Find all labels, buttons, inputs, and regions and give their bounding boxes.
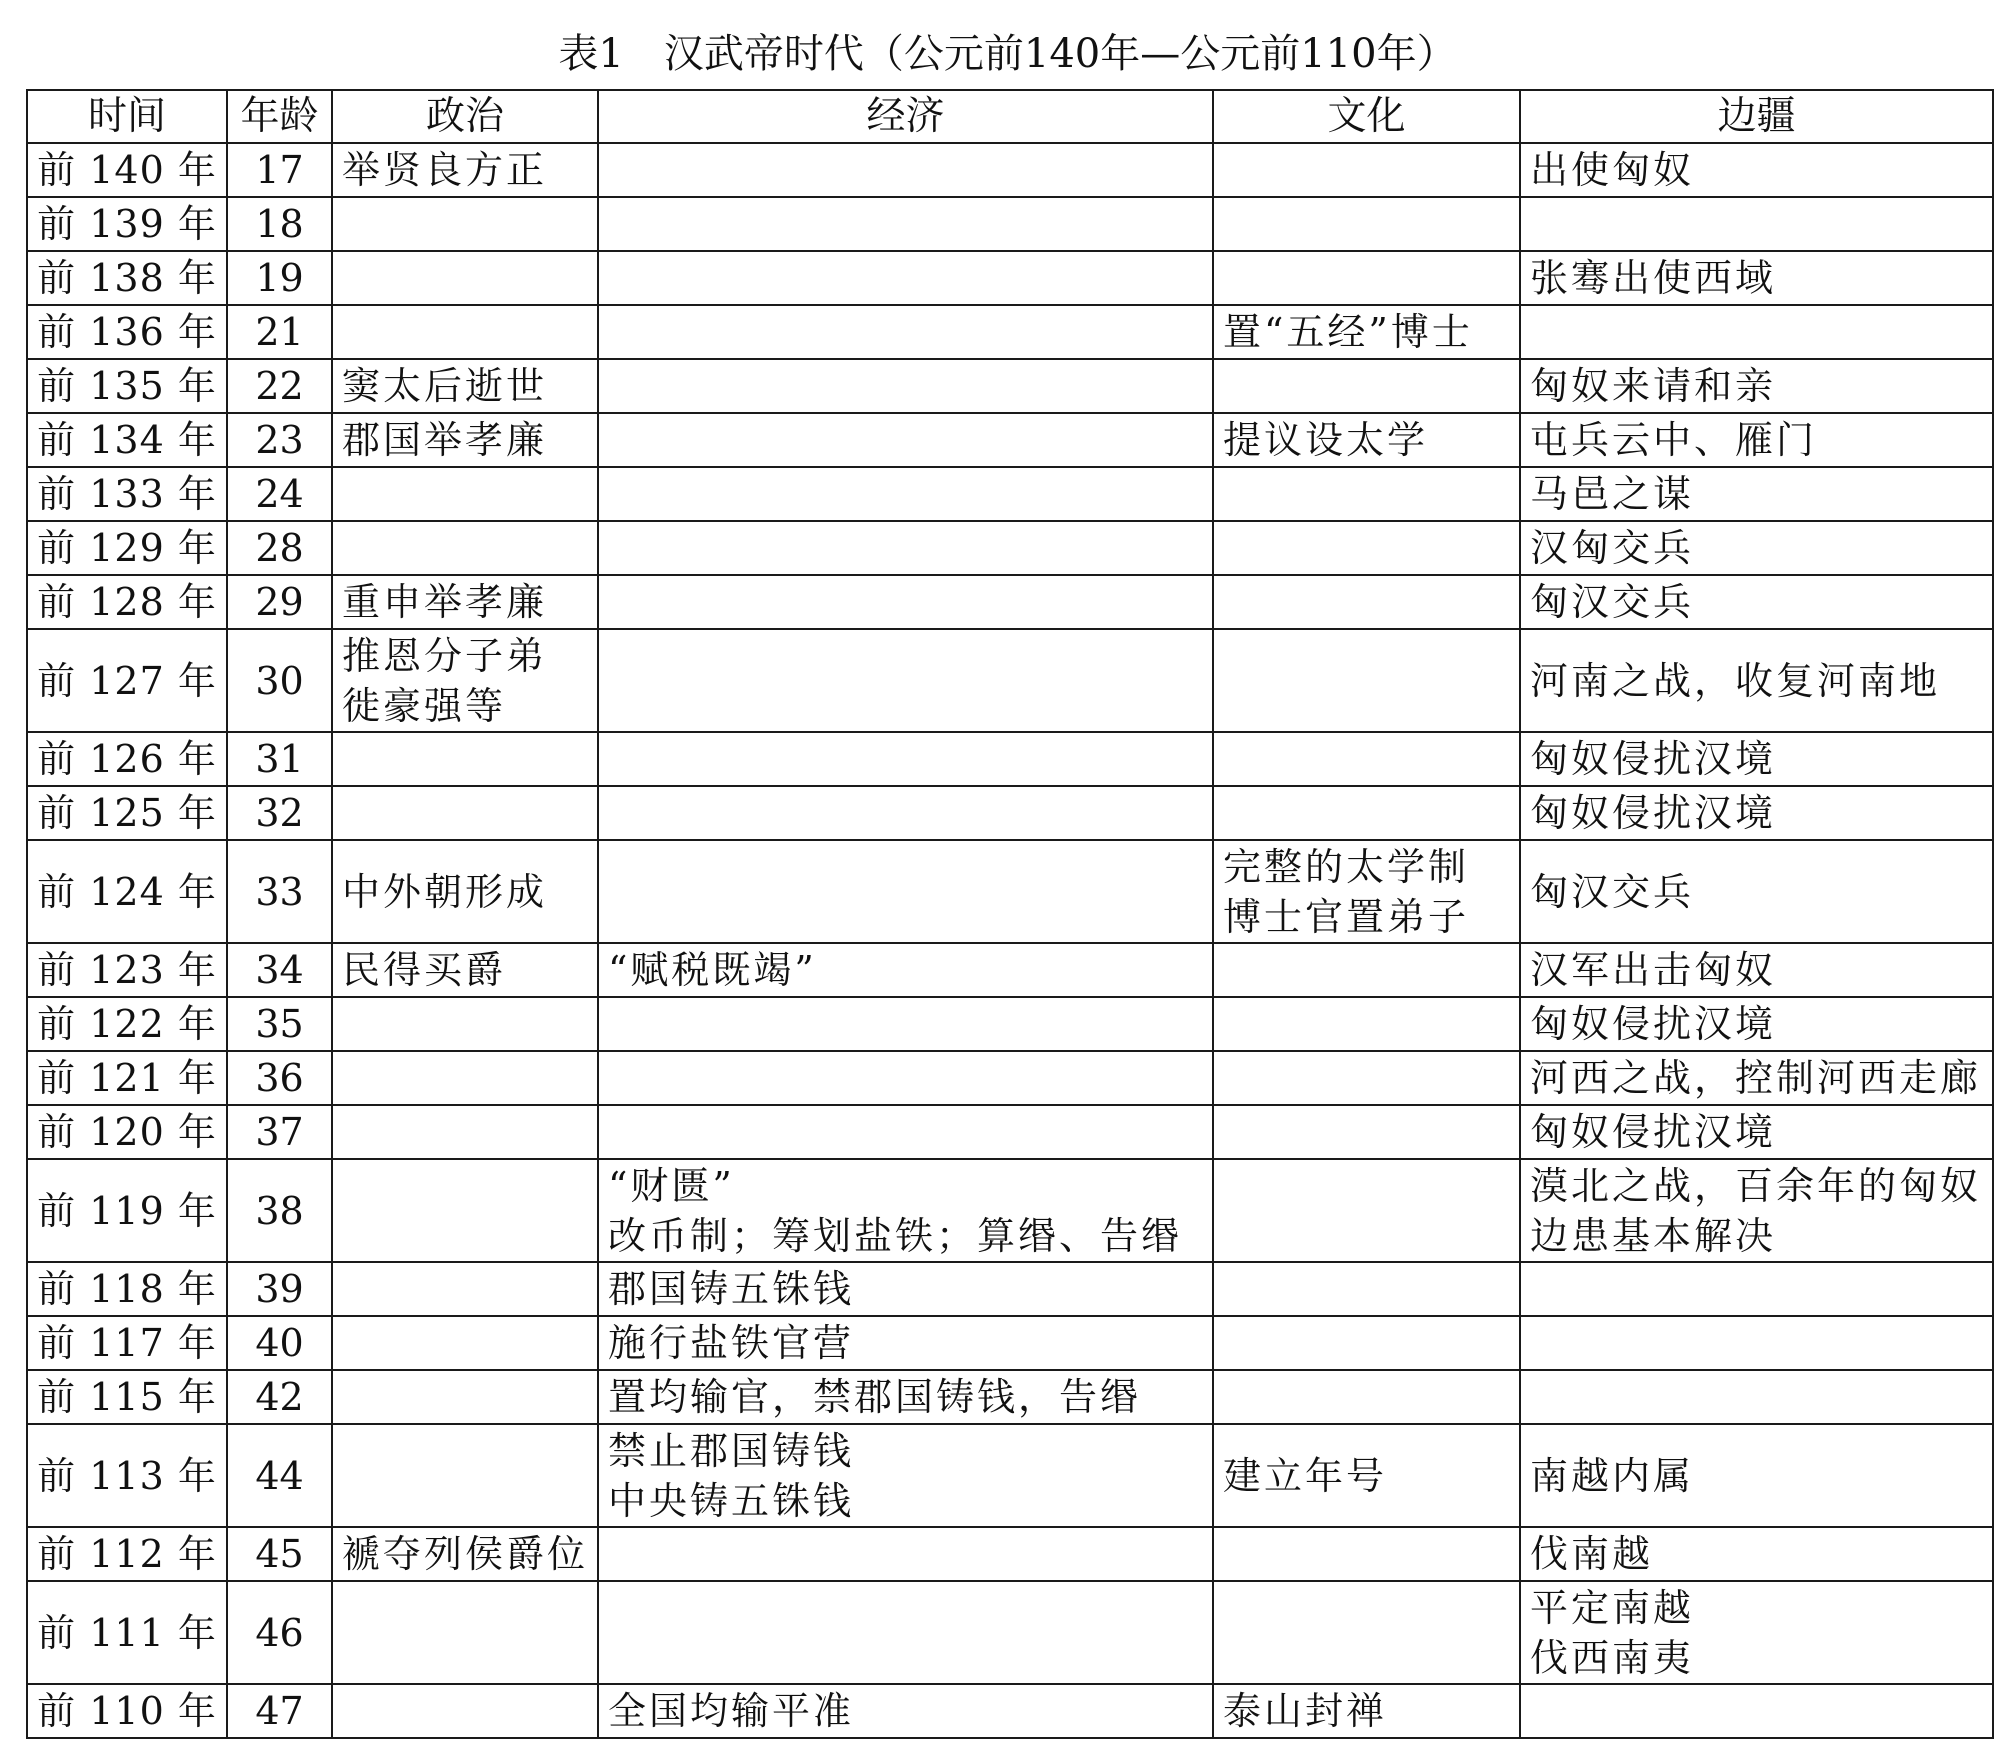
cell-politics — [332, 997, 598, 1051]
cell-time: 前 134 年 — [27, 413, 227, 467]
cell-culture — [1213, 1051, 1520, 1105]
cell-frontier — [1520, 1316, 1993, 1370]
cell-age: 32 — [227, 786, 332, 840]
cell-time: 前 127 年 — [27, 629, 227, 732]
cell-culture — [1213, 732, 1520, 786]
cell-time: 前 139 年 — [27, 197, 227, 251]
cell-economy: “赋税既竭” — [598, 943, 1213, 997]
header-row — [27, 90, 1993, 143]
cell-frontier: 匈奴侵扰汉境 — [1520, 732, 1993, 786]
cell-frontier: 汉军出击匈奴 — [1520, 943, 1993, 997]
cell-economy — [598, 786, 1213, 840]
table-row — [27, 305, 1993, 359]
cell-time: 前 123 年 — [27, 943, 227, 997]
cell-politics — [332, 786, 598, 840]
cell-politics — [332, 1051, 598, 1105]
cell-culture — [1213, 575, 1520, 629]
cell-culture — [1213, 197, 1520, 251]
table-row — [27, 1262, 1993, 1316]
cell-age: 17 — [227, 143, 332, 197]
cell-economy — [598, 997, 1213, 1051]
cell-frontier: 漠北之战，百余年的匈奴 边患基本解决 — [1520, 1159, 1993, 1262]
table-row — [27, 1316, 1993, 1370]
cell-frontier — [1520, 305, 1993, 359]
cell-politics — [332, 1370, 598, 1424]
cell-age: 34 — [227, 943, 332, 997]
table-row — [27, 1684, 1993, 1738]
cell-frontier: 汉匈交兵 — [1520, 521, 1993, 575]
header-age: 年龄 — [227, 90, 332, 143]
cell-age: 46 — [227, 1581, 332, 1684]
cell-age: 35 — [227, 997, 332, 1051]
cell-time: 前 138 年 — [27, 251, 227, 305]
cell-economy — [598, 840, 1213, 943]
cell-culture — [1213, 943, 1520, 997]
header-time: 时间 — [27, 90, 227, 143]
cell-economy — [598, 1581, 1213, 1684]
cell-economy — [598, 1051, 1213, 1105]
cell-time: 前 118 年 — [27, 1262, 227, 1316]
cell-time: 前 120 年 — [27, 1105, 227, 1159]
cell-economy: 施行盐铁官营 — [598, 1316, 1213, 1370]
cell-culture: 置“五经”博士 — [1213, 305, 1520, 359]
cell-politics — [332, 1424, 598, 1527]
cell-economy — [598, 732, 1213, 786]
cell-age: 23 — [227, 413, 332, 467]
cell-age: 28 — [227, 521, 332, 575]
cell-culture — [1213, 1581, 1520, 1684]
cell-age: 22 — [227, 359, 332, 413]
cell-culture: 泰山封禅 — [1213, 1684, 1520, 1738]
cell-time: 前 113 年 — [27, 1424, 227, 1527]
cell-frontier: 匈奴侵扰汉境 — [1520, 997, 1993, 1051]
cell-frontier — [1520, 197, 1993, 251]
table-row — [27, 1105, 1993, 1159]
table-row — [27, 997, 1993, 1051]
chronology-table — [26, 89, 1994, 1739]
cell-culture: 建立年号 — [1213, 1424, 1520, 1527]
table-row — [27, 943, 1993, 997]
cell-politics — [332, 197, 598, 251]
cell-age: 45 — [227, 1527, 332, 1581]
cell-frontier: 匈汉交兵 — [1520, 840, 1993, 943]
cell-frontier: 南越内属 — [1520, 1424, 1993, 1527]
cell-age: 21 — [227, 305, 332, 359]
header-politics: 政治 — [332, 90, 598, 143]
table-caption: 表1 汉武帝时代（公元前140年—公元前110年） — [558, 31, 1457, 77]
cell-frontier: 匈汉交兵 — [1520, 575, 1993, 629]
cell-age: 33 — [227, 840, 332, 943]
cell-time: 前 119 年 — [27, 1159, 227, 1262]
cell-culture: 完整的太学制 博士官置弟子 — [1213, 840, 1520, 943]
cell-economy — [598, 575, 1213, 629]
cell-frontier — [1520, 1684, 1993, 1738]
cell-politics: 民得买爵 — [332, 943, 598, 997]
cell-frontier: 匈奴侵扰汉境 — [1520, 1105, 1993, 1159]
cell-time: 前 124 年 — [27, 840, 227, 943]
cell-culture — [1213, 1105, 1520, 1159]
cell-age: 18 — [227, 197, 332, 251]
cell-age: 40 — [227, 1316, 332, 1370]
cell-age: 19 — [227, 251, 332, 305]
cell-age: 24 — [227, 467, 332, 521]
table-row — [27, 1424, 1993, 1527]
table-row — [27, 840, 1993, 943]
cell-frontier: 伐南越 — [1520, 1527, 1993, 1581]
cell-age: 31 — [227, 732, 332, 786]
cell-frontier: 匈奴来请和亲 — [1520, 359, 1993, 413]
cell-time: 前 135 年 — [27, 359, 227, 413]
header-culture: 文化 — [1213, 90, 1520, 143]
cell-culture — [1213, 521, 1520, 575]
cell-frontier: 河西之战，控制河西走廊 — [1520, 1051, 1993, 1105]
cell-culture — [1213, 1316, 1520, 1370]
cell-politics — [332, 1262, 598, 1316]
cell-culture — [1213, 629, 1520, 732]
cell-economy — [598, 251, 1213, 305]
cell-frontier: 马邑之谋 — [1520, 467, 1993, 521]
cell-time: 前 122 年 — [27, 997, 227, 1051]
cell-culture — [1213, 359, 1520, 413]
cell-frontier: 出使匈奴 — [1520, 143, 1993, 197]
cell-politics: 褫夺列侯爵位 — [332, 1527, 598, 1581]
cell-age: 42 — [227, 1370, 332, 1424]
cell-age: 44 — [227, 1424, 332, 1527]
cell-time: 前 115 年 — [27, 1370, 227, 1424]
cell-politics: 推恩分子弟 徙豪强等 — [332, 629, 598, 732]
table-row — [27, 143, 1993, 197]
table-row — [27, 1159, 1993, 1262]
table-body — [27, 143, 1993, 1738]
cell-culture — [1213, 1262, 1520, 1316]
cell-age: 39 — [227, 1262, 332, 1316]
cell-politics — [332, 1581, 598, 1684]
cell-culture — [1213, 467, 1520, 521]
cell-politics — [332, 732, 598, 786]
cell-politics: 中外朝形成 — [332, 840, 598, 943]
cell-time: 前 128 年 — [27, 575, 227, 629]
table-row — [27, 197, 1993, 251]
header-economy: 经济 — [598, 90, 1213, 143]
cell-economy: “财匮” 改币制；筹划盐铁；算缗、告缗 — [598, 1159, 1213, 1262]
cell-economy — [598, 197, 1213, 251]
cell-time: 前 110 年 — [27, 1684, 227, 1738]
cell-time: 前 125 年 — [27, 786, 227, 840]
cell-politics — [332, 251, 598, 305]
cell-politics — [332, 305, 598, 359]
cell-frontier: 屯兵云中、雁门 — [1520, 413, 1993, 467]
cell-frontier — [1520, 1370, 1993, 1424]
header-frontier: 边疆 — [1520, 90, 1993, 143]
cell-culture — [1213, 1370, 1520, 1424]
cell-economy — [598, 1105, 1213, 1159]
cell-culture — [1213, 143, 1520, 197]
cell-age: 37 — [227, 1105, 332, 1159]
table-row — [27, 1051, 1993, 1105]
cell-time: 前 136 年 — [27, 305, 227, 359]
cell-economy: 郡国铸五铢钱 — [598, 1262, 1213, 1316]
cell-politics: 举贤良方正 — [332, 143, 598, 197]
cell-politics — [332, 1684, 598, 1738]
cell-age: 36 — [227, 1051, 332, 1105]
cell-politics — [332, 1159, 598, 1262]
cell-politics — [332, 521, 598, 575]
cell-time: 前 112 年 — [27, 1527, 227, 1581]
table-row — [27, 1370, 1993, 1424]
cell-economy — [598, 467, 1213, 521]
cell-frontier: 河南之战，收复河南地 — [1520, 629, 1993, 732]
cell-time: 前 117 年 — [27, 1316, 227, 1370]
table-row — [27, 1581, 1993, 1684]
table-row — [27, 1527, 1993, 1581]
cell-economy: 置均输官，禁郡国铸钱，告缗 — [598, 1370, 1213, 1424]
cell-age: 29 — [227, 575, 332, 629]
table-row — [27, 467, 1993, 521]
cell-age: 30 — [227, 629, 332, 732]
cell-culture — [1213, 251, 1520, 305]
cell-culture: 提议设太学 — [1213, 413, 1520, 467]
cell-culture — [1213, 997, 1520, 1051]
cell-culture — [1213, 1527, 1520, 1581]
table-row — [27, 359, 1993, 413]
cell-culture — [1213, 1159, 1520, 1262]
cell-economy — [598, 359, 1213, 413]
table-row — [27, 732, 1993, 786]
cell-economy — [598, 305, 1213, 359]
cell-age: 38 — [227, 1159, 332, 1262]
cell-frontier: 平定南越 伐西南夷 — [1520, 1581, 1993, 1684]
cell-time: 前 129 年 — [27, 521, 227, 575]
cell-economy — [598, 629, 1213, 732]
cell-frontier: 张骞出使西域 — [1520, 251, 1993, 305]
cell-time: 前 126 年 — [27, 732, 227, 786]
table-row — [27, 786, 1993, 840]
cell-politics: 重申举孝廉 — [332, 575, 598, 629]
cell-frontier: 匈奴侵扰汉境 — [1520, 786, 1993, 840]
cell-time: 前 133 年 — [27, 467, 227, 521]
cell-economy — [598, 413, 1213, 467]
table-row — [27, 251, 1993, 305]
cell-economy — [598, 143, 1213, 197]
cell-politics — [332, 1105, 598, 1159]
cell-age: 47 — [227, 1684, 332, 1738]
table-row — [27, 575, 1993, 629]
cell-economy — [598, 521, 1213, 575]
cell-time: 前 111 年 — [27, 1581, 227, 1684]
cell-time: 前 140 年 — [27, 143, 227, 197]
cell-frontier — [1520, 1262, 1993, 1316]
table-row — [27, 521, 1993, 575]
cell-politics: 窦太后逝世 — [332, 359, 598, 413]
table-row — [27, 629, 1993, 732]
cell-politics — [332, 1316, 598, 1370]
table-row — [27, 413, 1993, 467]
cell-culture — [1213, 786, 1520, 840]
cell-economy — [598, 1527, 1213, 1581]
cell-politics: 郡国举孝廉 — [332, 413, 598, 467]
cell-economy: 全国均输平准 — [598, 1684, 1213, 1738]
cell-economy: 禁止郡国铸钱 中央铸五铢钱 — [598, 1424, 1213, 1527]
cell-time: 前 121 年 — [27, 1051, 227, 1105]
cell-politics — [332, 467, 598, 521]
